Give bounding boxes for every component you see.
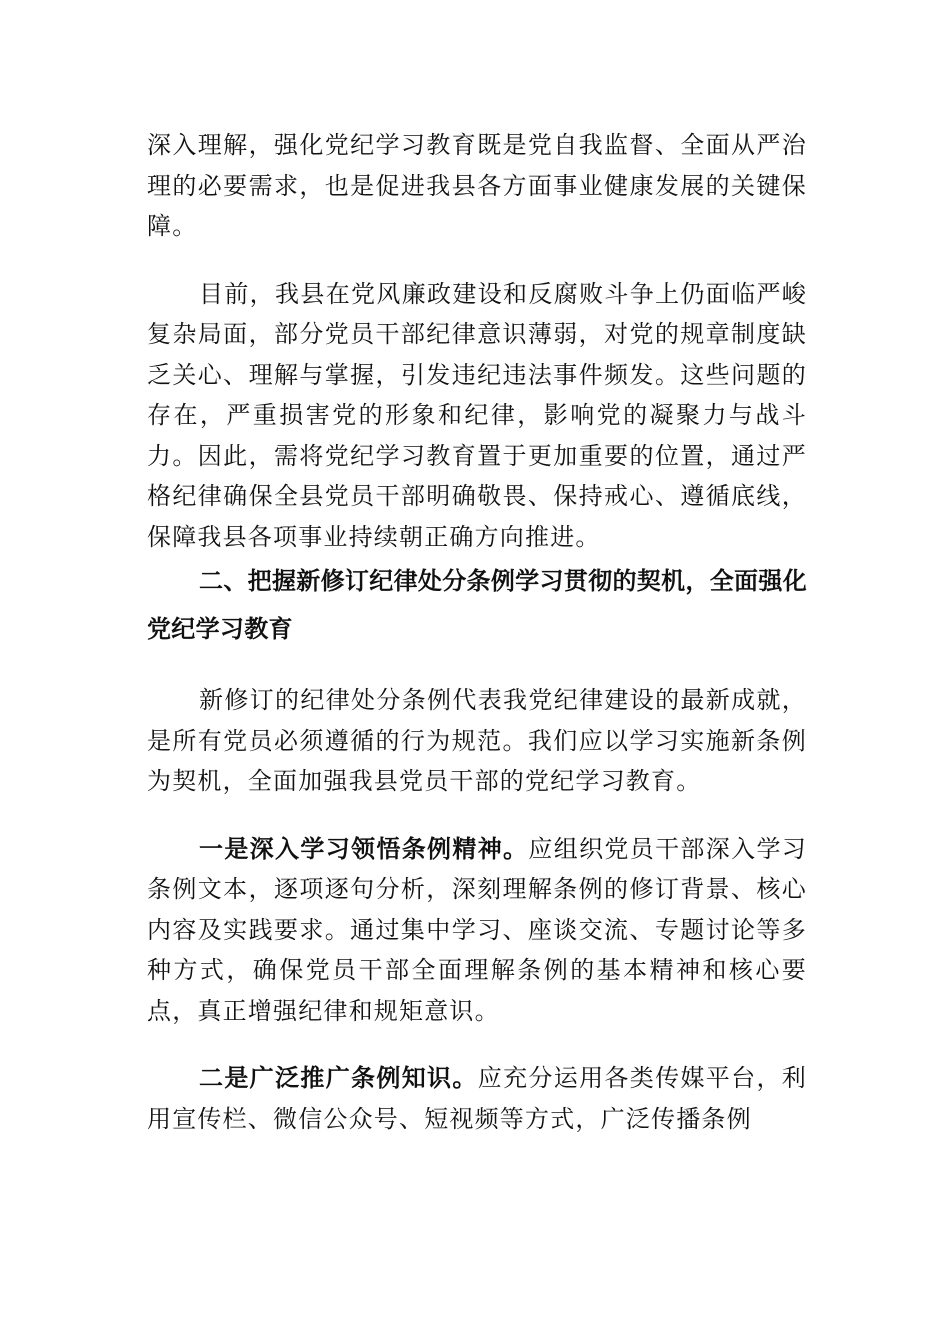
paragraph-continuation: 深入理解，强化党纪学习教育既是党自我监督、全面从严治理的必要需求，也是促进我县各方面事业健康发展的关键保障。 <box>147 131 807 240</box>
paragraph-point-two <box>147 1058 807 1139</box>
paragraph-point-one <box>147 829 807 1032</box>
section-heading-2: 二、把握新修订纪律处分条例学习贯彻的契机，全面强化党纪学习教育 <box>147 567 807 643</box>
paragraph-current-situation: 目前，我县在党风廉政建设和反腐败斗争上仍面临严峻复杂局面，部分党员干部纪律意识薄弱，对党的规章制度缺乏关心、理解与掌握，引发违纪违法事件频发。这些问题的存在，严重损害党的形象和纪律，影响党的凝聚力与战斗力。因此，需将党纪学习教育置于更加重要的位置，通过严格纪律确保全县党员干部明确敬畏、保持戒心、遵循底线，保障我县各项事业持续朝正确方向推进。 <box>147 279 807 551</box>
point-two-body: 应充分运用各类传媒平台，利用宣传栏、微信公众号、短视频等方式，广泛传播条例 <box>147 1064 807 1133</box>
paragraph-new-regulation: 新修订的纪律处分条例代表我党纪律建设的最新成就，是所有党员必须遵循的行为规范。我们应以学习实施新条例为契机，全面加强我县党员干部的党纪学习教育。 <box>147 686 807 795</box>
point-two-lead: 二是广泛推广条例知识。 <box>199 1063 478 1092</box>
point-one-body: 应组织党员干部深入学习条例文本，逐项逐句分析，深刻理解条例的修订背景、核心内容及实践要求。通过集中学习、座谈交流、专题讨论等多种方式，确保党员干部全面理解条例的基本精神和核心要点，真正增强纪律和规矩意识。 <box>147 834 807 1025</box>
point-one-lead: 一是深入学习领悟条例精神。 <box>199 833 529 863</box>
document-body <box>147 125 807 1139</box>
